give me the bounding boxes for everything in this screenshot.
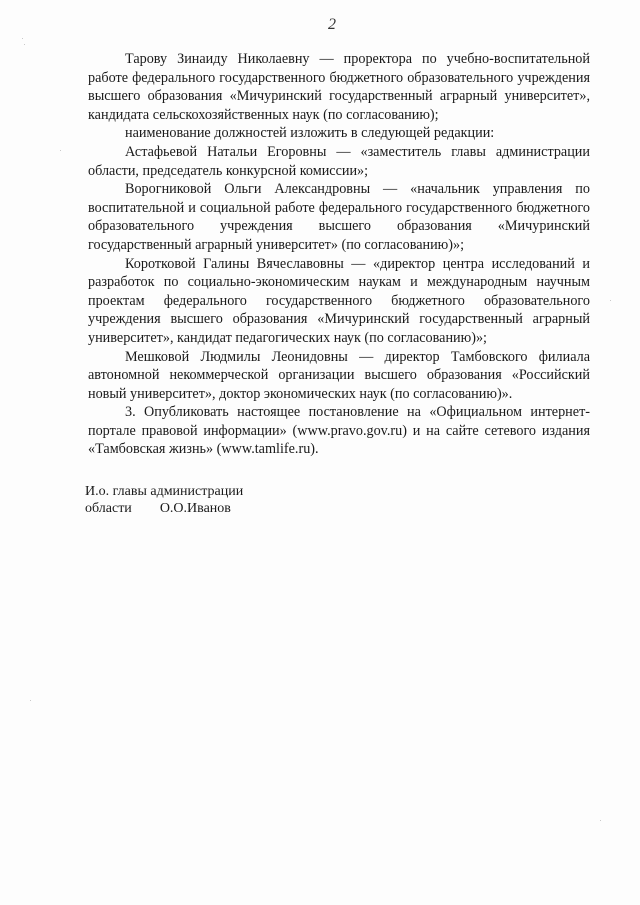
scan-speck [600,820,601,821]
page-number: 2 [328,16,336,33]
signature-name: О.О.Иванов [159,501,231,516]
signature-position: И.о. главы администрации [85,484,244,499]
paragraph-astafieva: Астафьевой Натальи Егоровны — «заместитель главы администрации области, председатель конкурсной комиссии»; [88,143,590,179]
document-body [88,50,590,459]
scan-speck [30,700,31,701]
signature-position-region: области [85,501,132,516]
signature-block [85,483,243,517]
paragraph-tarova: Тарову Зинаиду Николаевну — проректора по учебно-воспитательной работе федерального государственного бюджетного образовательного учреждения высшего образования «Мичуринский государственный аграрный университет», кандидата сельскохозяйственных наук (по согласованию); [88,51,590,123]
paragraph-publication: 3. Опубликовать настоящее постановление на «Официальном интернет-портале правовой информации» (www.pravo.gov.ru) и на сайте сетевого издания «Тамбовская жизнь» (www.tamlife.ru). [88,404,590,458]
scan-speck [60,150,61,151]
paragraph-positions-intro: наименование должностей изложить в следующей редакции: [125,125,495,142]
paragraph-korotkova: Коротковой Галины Вячеславовны — «директор центра исследований и разработок по социально-экономическим наукам и международным научным проектам федерального государственного бюджетного образовательного учреждения высшего образования «Мичуринский государственный аграрный университет», кандидат педагогических наук (по согласованию)»; [88,255,590,346]
scan-speck [22,38,23,39]
scan-speck [610,300,611,301]
signature-row [85,500,243,517]
paragraph-vorognikova: Ворогниковой Ольги Александровны — «начальник управления по воспитательной и социальной работе федерального государственного бюджетного образовательного учреждения высшего образования «Мичуринский государственный аграрный университет» (по согласованию)»; [88,181,590,253]
paragraph-meshkova: Мешковой Людмилы Леонидовны — директор Тамбовского филиала автономной некоммерческой организации высшего образования «Российский новый университет», доктор экономических наук (по согласованию)». [88,348,590,402]
scan-speck [24,44,25,45]
